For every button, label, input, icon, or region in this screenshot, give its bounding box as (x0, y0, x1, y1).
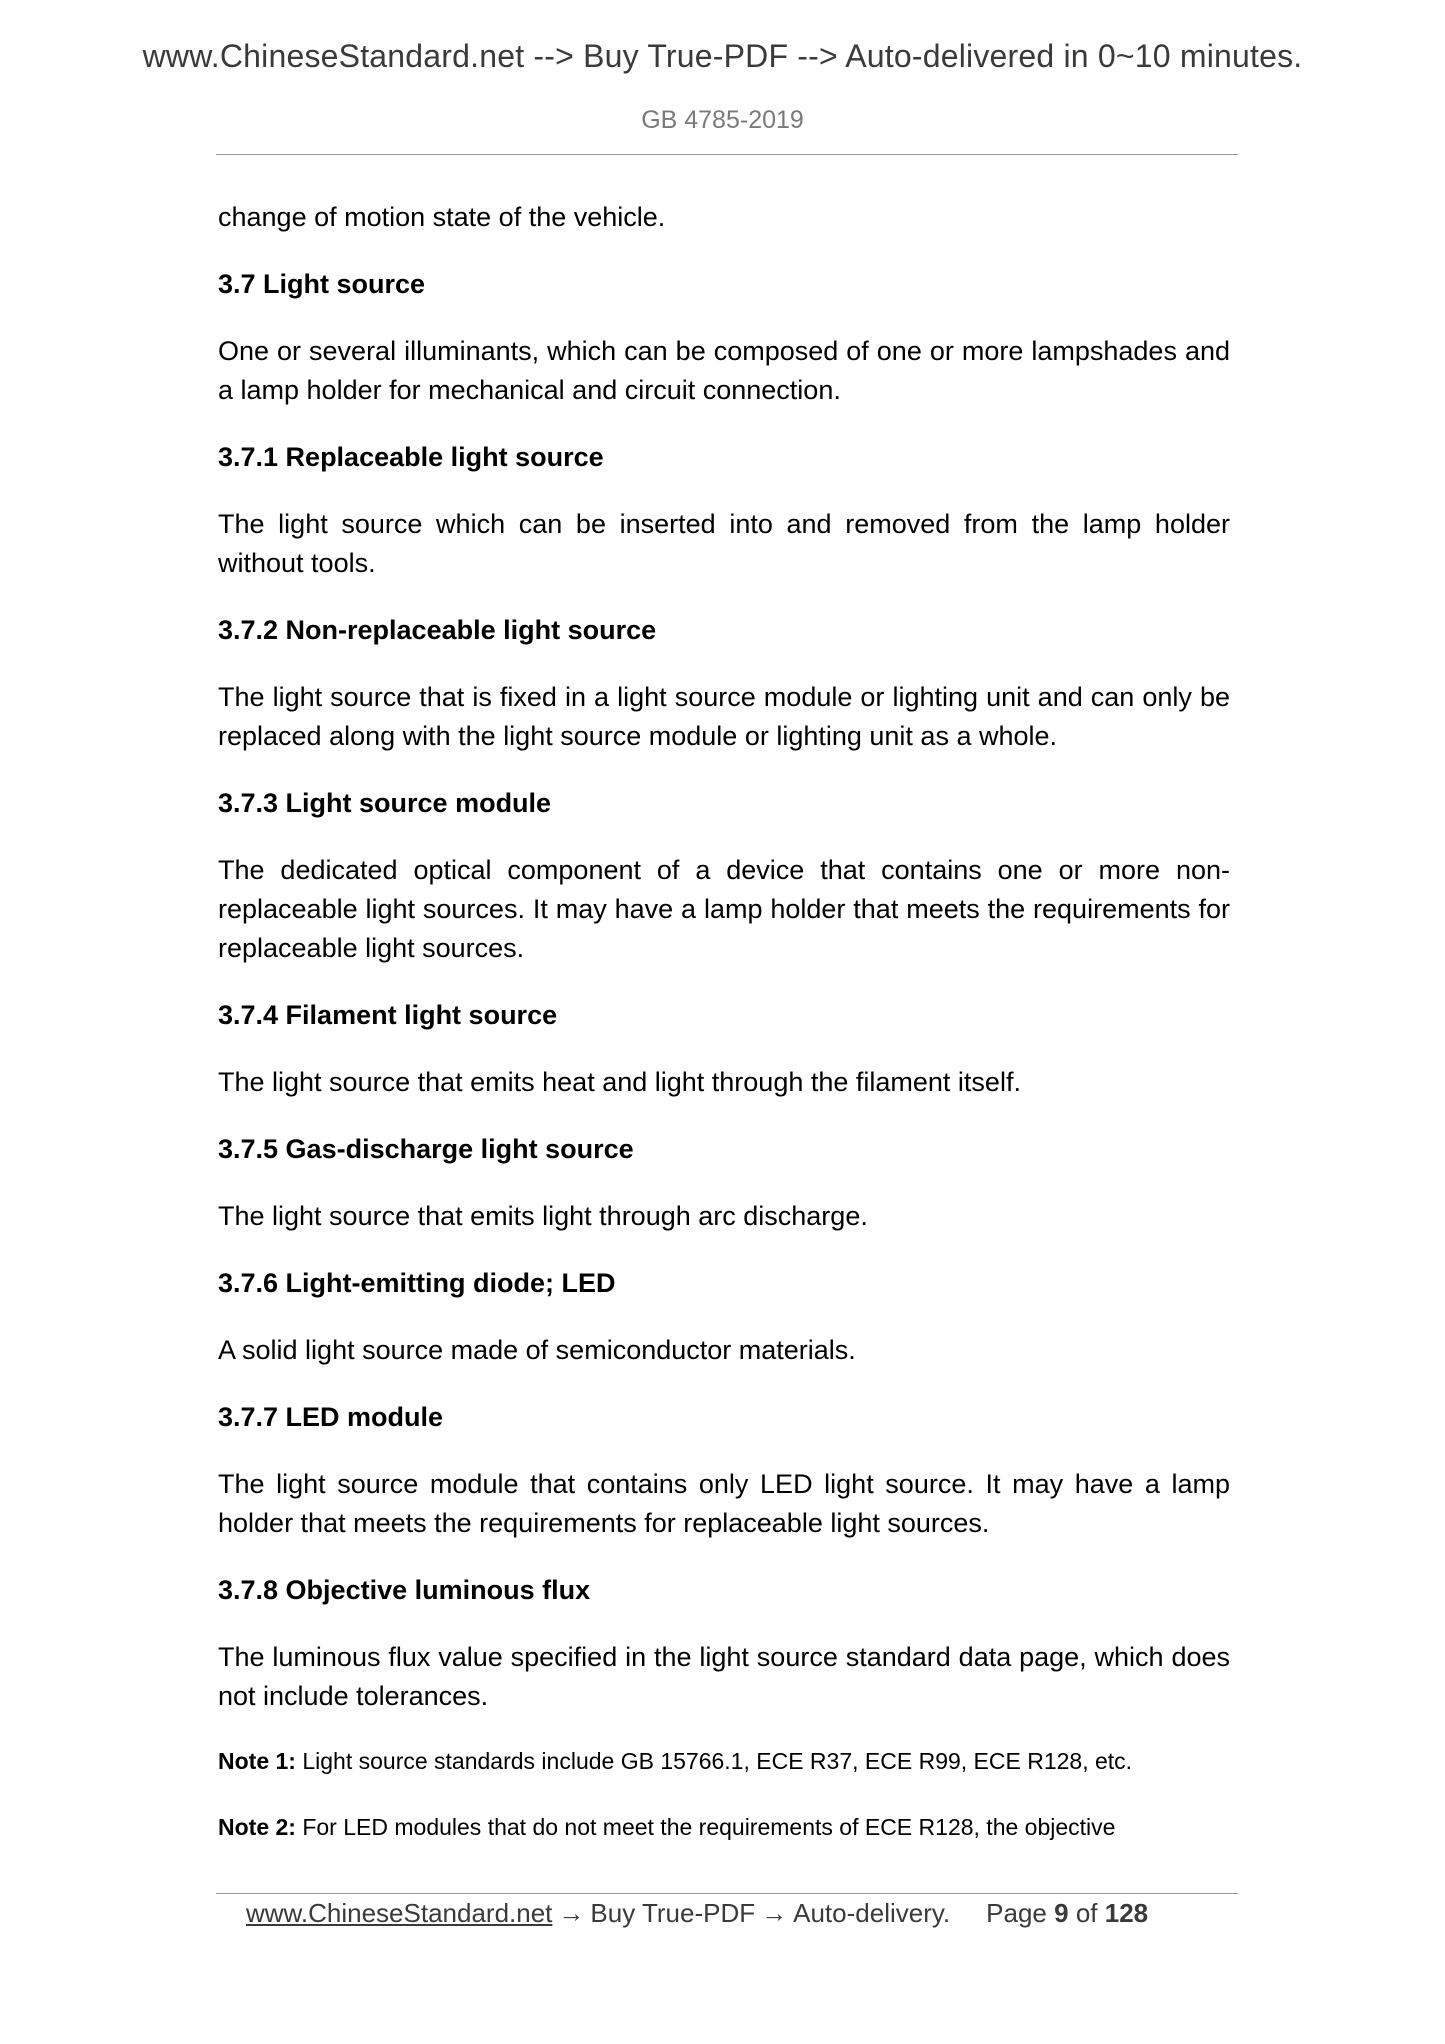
arrow-right-icon: → (761, 1898, 788, 1928)
of-label: of (1075, 1898, 1098, 1928)
section-3-7-8-heading: 3.7.8 Objective luminous flux (218, 1575, 591, 1605)
note-1-text: Light source standards include GB 15766.1, ECE R37, ECE R99, ECE R128, etc. (302, 1748, 1133, 1774)
note-2-text: For LED modules that do not meet the requirements of ECE R128, the objective (302, 1814, 1116, 1840)
standard-number: GB 4785-2019 (641, 106, 804, 134)
page-label: Page (986, 1898, 1047, 1928)
section-3-7-heading: 3.7 Light source (218, 269, 426, 299)
section-3-7-3-text: The dedicated optical component of a device that contains one or more non-replaceable light sources. It may have a lamp holder that meets the requirements for replaceable light sources. (218, 855, 1230, 963)
arrow-right-icon: → (558, 1898, 585, 1928)
section-3-7-6-heading: 3.7.6 Light-emitting diode; LED (218, 1268, 616, 1298)
section-3-7-7-heading: 3.7.7 LED module (218, 1402, 444, 1432)
note-2 (218, 1810, 1230, 1844)
note-1-label: Note 1: (218, 1748, 296, 1774)
page-footer (246, 1898, 1148, 1929)
page-body (218, 198, 1230, 1876)
section-3-7-7-text: The light source module that contains only LED light source. It may have a lamp holder that meets the requirements for replaceable light sources. (218, 1469, 1230, 1538)
section-3-7-2-text: The light source that is fixed in a light source module or lighting unit and can only be replaced along with the light source module or lighting unit as a whole. (218, 682, 1230, 751)
footer-delivery-text: Auto-delivery. (793, 1898, 951, 1928)
section-3-7-4-heading: 3.7.4 Filament light source (218, 1000, 558, 1030)
section-3-7-text: One or several illuminants, which can be composed of one or more lampshades and a lamp holder for mechanical and circuit connection. (218, 336, 1230, 405)
section-3-7-1-heading: 3.7.1 Replaceable light source (218, 442, 604, 472)
section-3-7-1-text: The light source which can be inserted into and removed from the lamp holder without tools. (218, 509, 1230, 578)
top-banner: www.ChineseStandard.net --> Buy True-PDF --> Auto-delivered in 0~10 minutes. (142, 38, 1303, 74)
section-3-7-5-heading: 3.7.5 Gas-discharge light source (218, 1134, 634, 1164)
section-3-7-8-text: The luminous flux value specified in the light source standard data page, which does not include tolerances. (218, 1642, 1230, 1711)
section-3-7-4-text: The light source that emits heat and light through the filament itself. (218, 1067, 1021, 1097)
page-number: 9 (1054, 1898, 1069, 1928)
note-1 (218, 1744, 1230, 1778)
section-3-7-6-text: A solid light source made of semiconductor materials. (218, 1335, 856, 1365)
footer-website-link[interactable]: www.ChineseStandard.net (246, 1898, 553, 1928)
intro-text: change of motion state of the vehicle. (218, 202, 666, 232)
section-3-7-5-text: The light source that emits light through arc discharge. (218, 1201, 868, 1231)
section-3-7-3-heading: 3.7.3 Light source module (218, 788, 552, 818)
note-2-label: Note 2: (218, 1814, 296, 1840)
header-divider (216, 154, 1238, 155)
footer-buy-text: Buy True-PDF (590, 1898, 756, 1928)
page-indicator (986, 1898, 1148, 1928)
total-pages: 128 (1104, 1898, 1149, 1928)
footer-divider (216, 1893, 1238, 1894)
section-3-7-2-heading: 3.7.2 Non-replaceable light source (218, 615, 657, 645)
